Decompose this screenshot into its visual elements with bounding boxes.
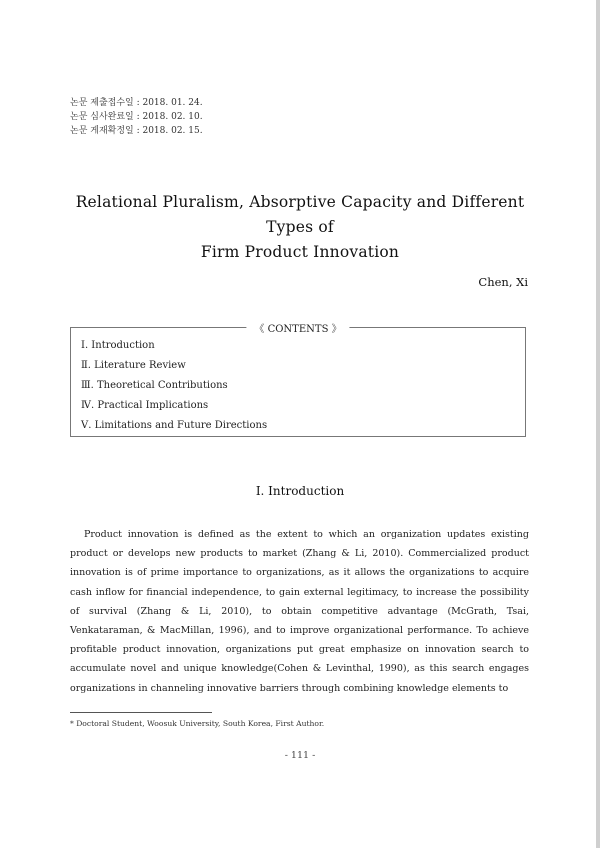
contents-heading: 《 CONTENTS 》 xyxy=(246,320,349,335)
contents-box xyxy=(70,324,526,437)
page-edge xyxy=(596,0,600,848)
section-heading: Ⅰ. Introduction xyxy=(255,484,345,498)
submission-dates xyxy=(70,96,203,138)
contents-list xyxy=(81,336,267,436)
review-date: 논문 심사완료일 : 2018. 02. 10. xyxy=(70,112,203,122)
paper-title xyxy=(60,190,540,265)
footnote: * Doctoral Student, Woosuk University, South Korea, First Author. xyxy=(70,719,325,728)
contents-item-limitations: Ⅴ. Limitations and Future Directions xyxy=(81,420,268,431)
footnote-divider xyxy=(70,712,212,713)
contents-item-literature-review: Ⅱ. Literature Review xyxy=(81,360,186,371)
acceptance-date: 논문 게재확정일 : 2018. 02. 15. xyxy=(70,126,203,136)
paper-title-line-2: Firm Product Innovation xyxy=(200,243,400,261)
intro-paragraph: Product innovation is defined as the extent to which an organization updates existing product or develops new products to market (Zhang & Li, 2010). Commercialized product innovation is of prime importance to organizations, as it allows the organizations to acquire cash inflow for financial independence, to gain external legitimacy, to increase the possibility of survival (Zhang & Li, 2010), to obtain competitive advantage (McGrath, Tsai, Venkataraman, & MacMillan, 1996), and to improve organizational performance. To achieve profitable product innovation, organizations put great emphasize on innovation search to accumulate novel and unique knowledge(Cohen & Levinthal, 1990), as this search engages organizations in channeling innovative barriers through combining knowledge elements to xyxy=(70,529,529,694)
contents-item-theoretical-contributions: Ⅲ. Theoretical Contributions xyxy=(81,380,228,391)
submission-date: 논문 제출접수일 : 2018. 01. 24. xyxy=(70,98,203,108)
contents-item-introduction: Ⅰ. Introduction xyxy=(81,340,155,351)
paper-title-line-1: Relational Pluralism, Absorptive Capacity and Different Types of xyxy=(75,193,525,236)
contents-item-practical-implications: Ⅳ. Practical Implications xyxy=(81,400,209,411)
author-name: Chen, Xi xyxy=(478,275,528,289)
page-number: - 111 - xyxy=(284,750,316,761)
